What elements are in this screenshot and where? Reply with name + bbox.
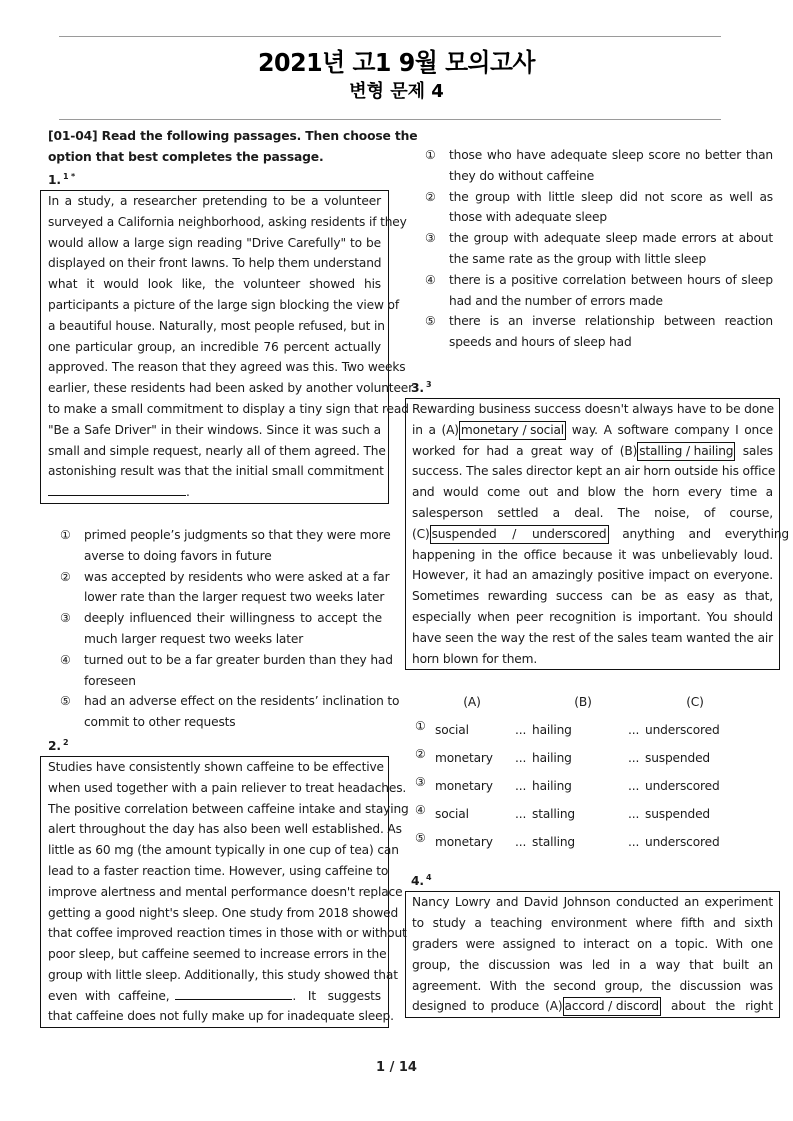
option-number: ④: [60, 652, 71, 667]
option-text: primed people’s judgments so that they were more: [84, 527, 391, 542]
right-column: [405, 145, 790, 1018]
passage-line: to study a teaching environment where fifth and sixth: [412, 916, 773, 931]
passage-line: [412, 996, 773, 1017]
passage-line: what it would look like, the volunteer showed his: [48, 277, 381, 292]
choice-a: social: [435, 722, 469, 737]
option-number: ④: [415, 802, 426, 817]
option-text: turned out to be a far greater burden than they had: [84, 652, 393, 667]
question-2-passage: [40, 756, 409, 1028]
option-text: those who have adequate sleep score no better than: [449, 148, 773, 162]
option-text: those with adequate sleep: [449, 210, 607, 225]
passage-line: [412, 441, 773, 462]
passage-line: when used together with a pain reliever to treat headaches.: [48, 780, 407, 795]
question-number: 3.: [411, 380, 424, 395]
left-column: [40, 126, 418, 1028]
answer-table: [405, 716, 781, 856]
separator: ...: [515, 722, 527, 737]
passage-line: Sometimes rewarding success can be as easy as that,: [412, 589, 773, 604]
passage-line: to make a small commitment to display a tiny sign that read: [48, 401, 409, 416]
instructions-line-1: [01-04] Read the following passages. Then choose the: [48, 129, 418, 143]
footnote-marker: 4: [425, 873, 432, 883]
option-number: ③: [415, 774, 426, 789]
question-1-options: [40, 525, 400, 733]
blank-label-c: (C): [412, 526, 430, 541]
instructions-line-2: option that best completes the passage.: [48, 149, 324, 164]
text-after-blank: . It suggests: [292, 988, 381, 1003]
option-number: ①: [415, 718, 426, 733]
passage-line: that caffeine does not fully make up for inadequate sleep.: [48, 1009, 394, 1024]
passage-line: poor sleep, but caffeine seemed to increase errors in the: [48, 947, 387, 962]
footnote-marker: 3: [425, 379, 432, 389]
passage-line: and would come out and blow the horn every time a: [412, 485, 773, 500]
separator: ...: [628, 750, 640, 765]
question-4-passage: [405, 891, 780, 1018]
option-text: foreseen: [84, 673, 136, 688]
question-2-number: [40, 733, 390, 756]
separator: ...: [515, 750, 527, 765]
passage-line: approved. The reason that they agreed was this. Two weeks: [48, 360, 406, 375]
choice-b: stalling: [532, 834, 576, 849]
passage-line: [412, 420, 773, 441]
option-4[interactable]: [405, 270, 781, 312]
passage-text: way. A software company I once: [566, 422, 773, 437]
option-text: the group with little sleep did not score as well as: [449, 189, 773, 204]
question-1-number: [40, 167, 390, 190]
page-indicator: 1 / 14: [376, 1060, 417, 1075]
column-header-a: (A): [463, 695, 481, 710]
question-2-options: [405, 145, 781, 353]
page-subtitle: 변형 문제 4: [349, 81, 444, 102]
separator: ...: [628, 722, 640, 737]
option-text: was accepted by residents who were asked at a far: [84, 569, 390, 584]
answer-blank-line: [48, 482, 381, 503]
separator: ...: [515, 778, 527, 793]
footnote-marker: 1 *: [62, 172, 76, 181]
question-3-number: [405, 375, 781, 398]
text-before-blank: even with caffeine,: [48, 988, 170, 1003]
question-number: 1.: [48, 173, 61, 187]
passage-line: The positive correlation between caffeine intake and staying: [48, 801, 409, 816]
option-number: ③: [425, 231, 436, 246]
passage-text: sales: [735, 443, 774, 458]
blank-label-b: worked for had a great way of (B): [412, 443, 638, 458]
passage-line: However, it had an amazingly positive impact on everyone.: [412, 568, 773, 583]
word-choice-b[interactable]: stalling / hailing: [637, 442, 735, 461]
choice-c: suspended: [645, 806, 711, 821]
passage-line: one particular group, an incredible 76 percent actually: [48, 339, 381, 354]
header-top-rule: [59, 36, 721, 37]
answer-blank: [48, 482, 186, 496]
passage-line: little as 60 mg (the amount typically in one cup of tea) can: [48, 843, 399, 858]
instructions: [40, 126, 418, 167]
choice-a: monetary: [435, 750, 493, 765]
separator: ...: [628, 834, 640, 849]
question-number: 2.: [48, 738, 61, 753]
option-number: ②: [415, 746, 426, 761]
passage-line: improve alertness and mental performance doesn't replace: [48, 884, 403, 899]
choice-a: monetary: [435, 834, 493, 849]
column-header-b: (B): [574, 695, 592, 710]
choice-c: underscored: [645, 834, 720, 849]
passage-line: "Be a Safe Driver" in their windows. Since it was such a: [48, 422, 381, 437]
passage-line: would allow a large sign reading "Drive Carefully" to be: [48, 235, 381, 250]
question-number: 4.: [411, 874, 424, 889]
option-number: ⑤: [60, 694, 71, 709]
answer-row-5[interactable]: [405, 828, 781, 856]
passage-line: have seen the way the rest of the sales team wanted the air: [412, 630, 773, 645]
passage-line: success. The sales director kept an air horn outside his office: [412, 464, 776, 479]
option-5[interactable]: [40, 691, 400, 733]
answer-row-3[interactable]: [405, 772, 781, 800]
choice-a: social: [435, 806, 469, 821]
option-text: speeds and hours of sleep had: [449, 335, 632, 350]
option-1[interactable]: [40, 525, 390, 567]
choice-b: hailing: [532, 778, 572, 793]
period: .: [186, 485, 190, 500]
option-text: they do without caffeine: [449, 168, 595, 183]
question-1-passage: [40, 190, 413, 504]
word-choice-c[interactable]: suspended / underscored: [430, 525, 609, 544]
header-bottom-rule: [59, 119, 721, 120]
option-3[interactable]: [40, 608, 390, 650]
passage-line: graders were assigned to interact on a topic. With one: [412, 936, 773, 951]
option-text: there is an inverse relationship between reaction: [449, 314, 773, 329]
passage-line: astonishing result was that the initial small commitment: [48, 464, 384, 479]
passage-line: [412, 524, 790, 545]
option-text: lower rate than the larger request two weeks later: [84, 590, 385, 605]
option-number: ④: [425, 272, 436, 287]
option-text: averse to doing favors in future: [84, 548, 272, 563]
passage-line: Studies have consistently shown caffeine to be effective: [48, 759, 384, 774]
passage-line: especially when peer recognition is important. You should: [412, 609, 773, 624]
passage-line: agreement. With the second group, the discussion was: [412, 978, 773, 993]
choice-b: stalling: [532, 806, 576, 821]
option-number: ③: [60, 611, 71, 626]
choice-c: underscored: [645, 778, 720, 793]
choice-c: underscored: [645, 722, 720, 737]
passage-text: anything and everything: [608, 526, 790, 541]
passage-line: happening in the office because it was unbelievably loud.: [412, 547, 773, 562]
answer-table-header: [405, 692, 781, 714]
option-number: ①: [60, 527, 71, 542]
passage-line: earlier, these residents had been asked by another volunteer: [48, 381, 413, 396]
footnote-marker: 2: [62, 737, 69, 747]
option-number: ⑤: [415, 830, 426, 845]
separator: ...: [628, 806, 640, 821]
option-3[interactable]: [405, 228, 781, 270]
passage-line: In a study, a researcher pretending to be a volunteer: [48, 194, 381, 208]
passage-line: surveyed a California neighborhood, asking residents if they: [48, 214, 407, 229]
passage-line: participants a picture of the large sign blocking the view of: [48, 297, 399, 312]
option-5[interactable]: [405, 311, 781, 353]
question-3-passage: [405, 398, 790, 670]
option-text: the group with adequate sleep made errors at about: [449, 231, 773, 246]
passage-line: that coffee improved reaction times in those with or without: [48, 926, 407, 941]
option-text: the same rate as the group with little sleep: [449, 251, 707, 266]
option-text: much larger request two weeks later: [84, 631, 304, 646]
choice-c: suspended: [645, 750, 711, 765]
passage-line: displayed on their front lawns. To help them understand: [48, 256, 382, 271]
column-header-c: (C): [686, 695, 704, 710]
page-title: 2021년 고1 9월 모의고사: [258, 48, 535, 77]
passage-text: about the right: [660, 999, 773, 1014]
answer-blank: [175, 986, 292, 1000]
passage-line: getting a good night's sleep. One study from 2018 showed: [48, 905, 399, 920]
answer-row-2[interactable]: [405, 744, 781, 772]
passage-line: alert throughout the day has also been well established. As: [48, 822, 402, 837]
option-text: had an adverse effect on the residents’ inclination to: [84, 694, 400, 709]
option-2[interactable]: [405, 187, 781, 229]
choice-b: hailing: [532, 750, 572, 765]
passage-line: group, the discussion was led in a way that built an: [412, 957, 773, 972]
answer-row-4[interactable]: [405, 800, 781, 828]
separator: ...: [515, 834, 527, 849]
separator: ...: [515, 806, 527, 821]
option-text: there is a positive correlation between hours of sleep: [449, 272, 773, 287]
option-1[interactable]: [405, 145, 781, 187]
question-4-number: [405, 868, 781, 891]
blank-label-a: in a (A): [412, 422, 459, 437]
option-text: commit to other requests: [84, 715, 236, 730]
passage-line: horn blown for them.: [412, 651, 538, 666]
passage-line: lead to a faster reaction time. However, using caffeine to: [48, 863, 389, 878]
answer-row-1[interactable]: [405, 716, 781, 744]
option-number: ②: [60, 569, 71, 584]
choice-a: monetary: [435, 778, 493, 793]
passage-line: group with little sleep. Additionally, this study showed that: [48, 967, 398, 982]
passage-line: Nancy Lowry and David Johnson conducted an experiment: [412, 895, 773, 910]
blank-label-a: designed to produce (A): [412, 999, 563, 1014]
option-text: deeply influenced their willingness to accept the: [84, 611, 382, 626]
option-number: ⑤: [425, 314, 436, 329]
passage-line: Rewarding business success doesn't always have to be done: [412, 401, 775, 416]
passage-line: small and simple request, nearly all of them agreed. The: [48, 443, 386, 458]
option-2[interactable]: [40, 567, 390, 609]
option-number: ②: [425, 189, 436, 204]
separator: ...: [628, 778, 640, 793]
passage-line: a beautiful house. Naturally, most people refused, but in: [48, 318, 385, 333]
option-4[interactable]: [40, 650, 393, 692]
option-text: had and the number of errors made: [449, 293, 663, 308]
word-choice-a[interactable]: accord / discord: [563, 997, 661, 1016]
choice-b: hailing: [532, 722, 572, 737]
passage-line: salesperson settled a deal. The noise, of course,: [412, 505, 773, 520]
word-choice-a[interactable]: monetary / social: [459, 421, 566, 440]
option-number: ①: [425, 148, 436, 162]
blank-line: [48, 986, 381, 1007]
